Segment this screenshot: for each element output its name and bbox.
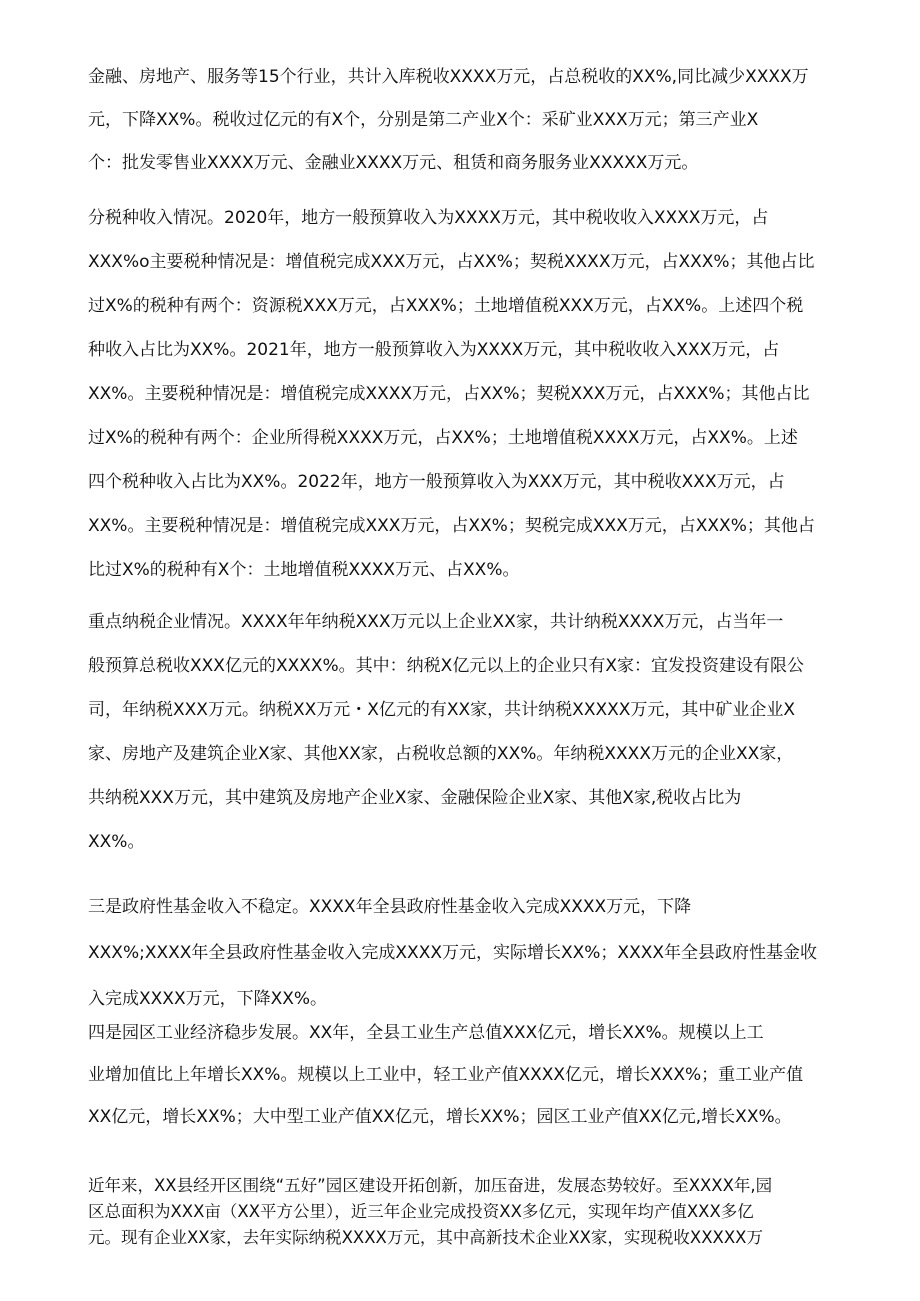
text-line: 司，年纳税XXX万元。纳税XX万元・X亿元的有XX家，共计纳税XXXXX万元，其中矿业企业X xyxy=(88,700,796,720)
text-line: XXX%o主要税种情况是：增值税完成XXX万元，占XX%；契税XXXX万元，占XXX%；其他占比 xyxy=(88,252,815,272)
text-line: XX%。 xyxy=(88,832,145,852)
text-line: 四个税种收入占比为XX%。2022年，地方一般预算收入为XXX万元，其中税收XXX万元，占 xyxy=(88,472,785,492)
paragraph-gov-fund-income xyxy=(88,884,882,1022)
paragraph-industry-tax xyxy=(88,56,882,185)
text-line: 业增加值比上年增长XX%。规模以上工业中，轻工业产值XXXX亿元，增长XXX%；重工业产值 xyxy=(88,1065,804,1085)
text-line: 元。现有企业XX家，去年实际纳税XXXX万元，其中高新技术企业XX家，实现税收XXXXX万 xyxy=(88,1228,763,1247)
text-line: 共纳税XXX万元，其中建筑及房地产企业X家、金融保险企业X家、其他X家,税收占比为 xyxy=(88,788,742,808)
text-line: 区总面积为XXX亩（XX平方公里），近三年企业完成投资XX多亿元，实现年均产值XXX多亿 xyxy=(88,1202,754,1221)
text-line: 三是政府性基金收入不稳定。XXXX年全县政府性基金收入完成XXXX万元，下降 xyxy=(88,897,692,917)
text-line: 元，下降XX%。税收过亿元的有X个，分别是第二产业X个：采矿业XXX万元；第三产业X xyxy=(88,110,759,130)
text-line: 四是园区工业经济稳步发展。XX年，全县工业生产总值XXX亿元，增长XX%。规模以上工 xyxy=(88,1023,764,1043)
paragraph-industrial-park xyxy=(88,1012,882,1138)
paragraph-dev-zone xyxy=(88,1173,882,1251)
text-line: 种收入占比为XX%。2021年，地方一般预算收入为XXXX万元，其中税收收入XXX万元，占 xyxy=(88,340,780,360)
text-line: XX亿元，增长XX%；大中型工业产值XX亿元，增长XX%；园区工业产值XX亿元,增长XX%。 xyxy=(88,1107,792,1127)
text-line: 过X%的税种有两个：资源税XXX万元，占XXX%；土地增值税XXX万元，占XX%。上述四个税 xyxy=(88,296,804,316)
text-line: 近年来，XX县经开区围绕“五好”园区建设开拓创新，加压奋进，发展态势较好。至XXXX年,园 xyxy=(88,1176,773,1195)
text-line: XXX%;XXXX年全县政府性基金收入完成XXXX万元，实际增长XX%；XXXX年全县政府性基金收 xyxy=(88,943,818,963)
text-line: 比过X%的税种有X个：土地增值税XXXX万元、占XX%。 xyxy=(88,560,520,580)
text-line: 家、房地产及建筑企业X家、其他XX家，占税收总额的XX%。年纳税XXXX万元的企业XX家， xyxy=(88,744,794,764)
text-line: 过X%的税种有两个：企业所得税XXXX万元，占XX%；土地增值税XXXX万元，占XX%。上述 xyxy=(88,428,798,448)
paragraph-key-taxpayers xyxy=(88,600,882,864)
text-line: 金融、房地产、服务等15个行业，共计入库税收XXXX万元，占总税收的XX%,同比减少XXXX万 xyxy=(88,67,809,87)
text-line: 个：批发零售业XXXX万元、金融业XXXX万元、租赁和商务服务业XXXXX万元。 xyxy=(88,153,699,173)
text-line: XX%。主要税种情况是：增值税完成XXX万元，占XX%；契税完成XXX万元，占XXX%；其他占 xyxy=(88,516,815,536)
text-line: XX%。主要税种情况是：增值税完成XXXX万元，占XX%；契税XXX万元，占XXX%；其他占比 xyxy=(88,384,810,404)
paragraph-tax-type-income xyxy=(88,196,882,592)
text-line: 般预算总税收XXX亿元的XXXX%。其中：纳税X亿元以上的企业只有X家：宜发投资建设有限公 xyxy=(88,656,804,676)
text-line: 分税种收入情况。2020年，地方一般预算收入为XXXX万元，其中税收收入XXXX万元，占 xyxy=(88,208,769,228)
text-line: 重点纳税企业情况。XXXX年年纳税XXX万元以上企业XX家，共计纳税XXXX万元，占当年一 xyxy=(88,612,784,632)
text-line: 入完成XXXX万元，下降XX%。 xyxy=(88,989,328,1009)
